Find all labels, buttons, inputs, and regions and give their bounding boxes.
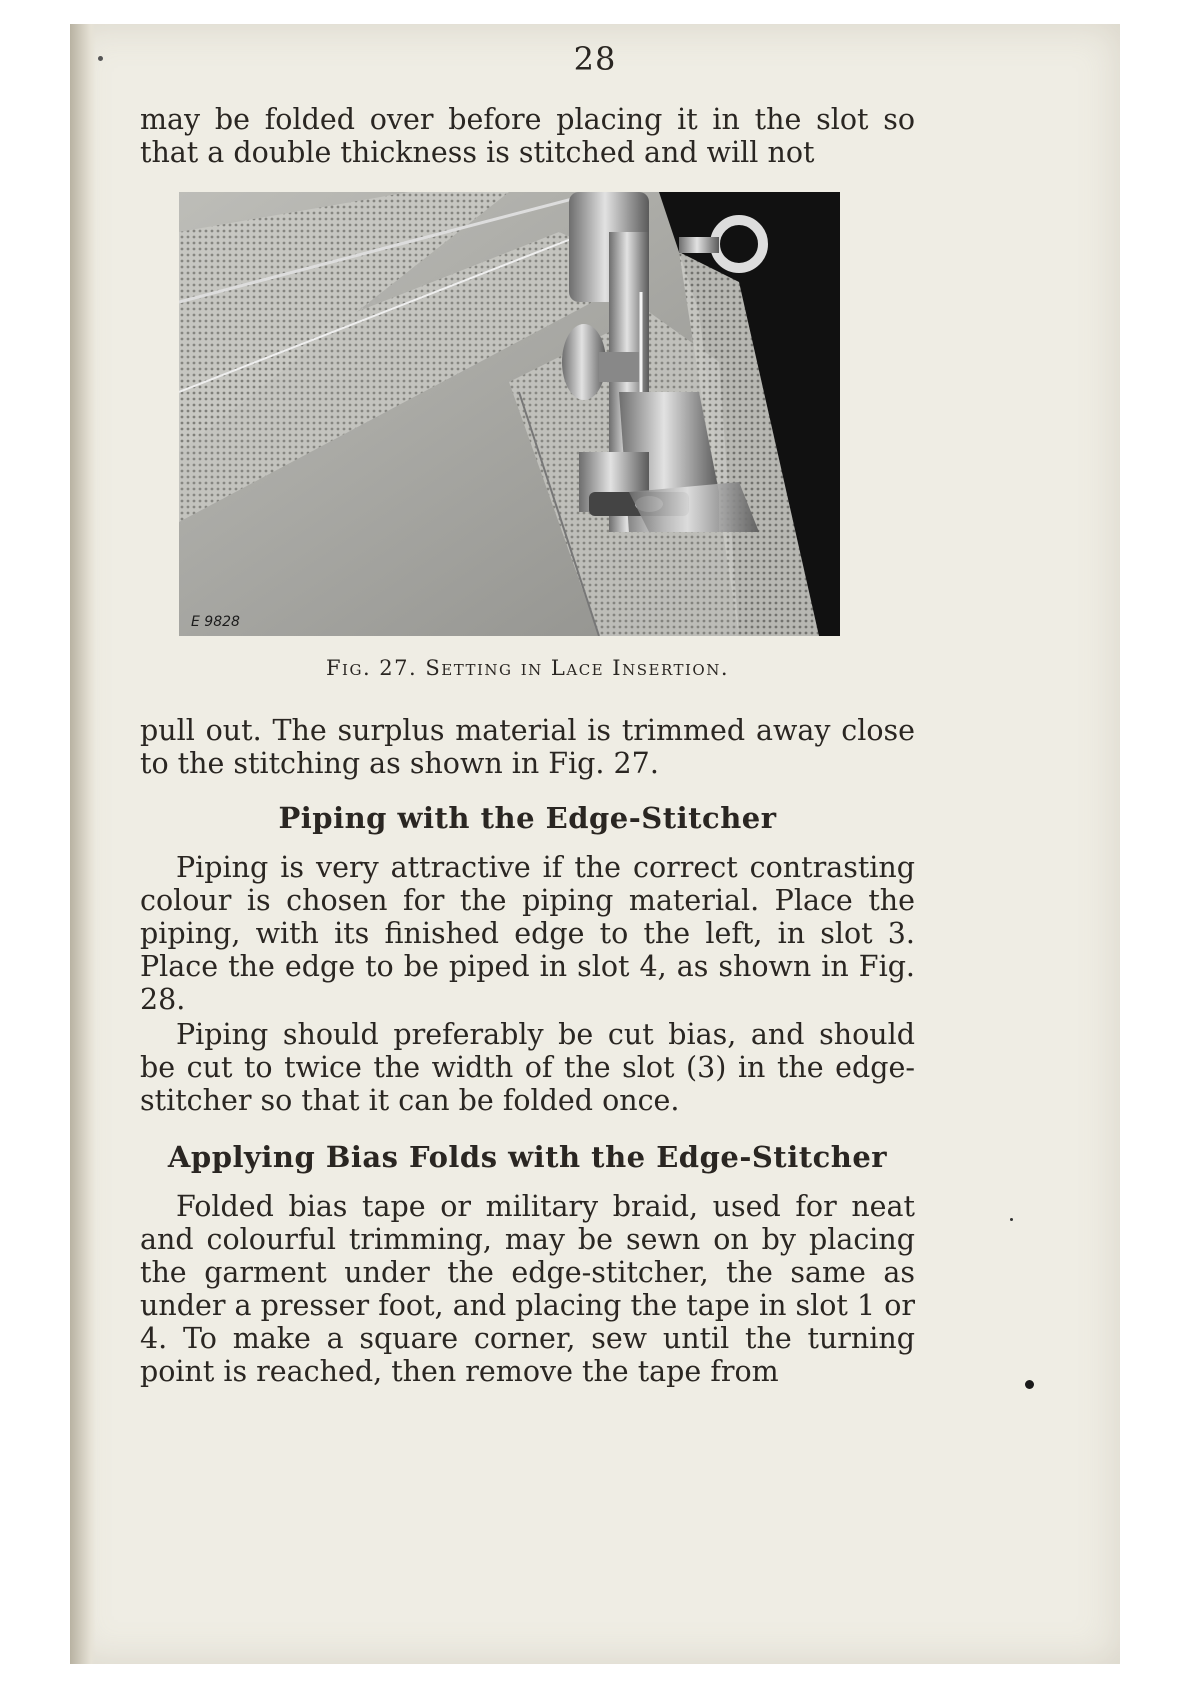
paragraph-text: pull out. The surplus material is trimmed away close to the stitching as shown in Fig. 27. — [140, 714, 915, 780]
paragraph-continuation — [140, 103, 915, 169]
paragraph-piping-1 — [140, 851, 915, 1016]
page-number: 28 — [573, 40, 617, 78]
paragraph-bias-folds — [140, 1190, 915, 1388]
figure-photo-lace-insertion — [179, 192, 840, 636]
figure-id-mark: E 9828 — [191, 614, 240, 630]
figure-caption: Fig. 27. Setting in Lace Insertion. — [325, 656, 730, 680]
section-heading-piping: Piping with the Edge-Stitcher — [278, 801, 777, 835]
paragraph-piping-2 — [140, 1018, 915, 1117]
speck-mark — [1010, 1218, 1013, 1221]
sewing-machine-photo — [179, 192, 840, 636]
paragraph-text: Piping should preferably be cut bias, and should be cut to twice the width of the slot (3) in the edge-stitcher so that it can be folded once. — [140, 1018, 915, 1117]
paragraph-continuation-2 — [140, 714, 915, 780]
speck-mark — [1025, 1380, 1034, 1389]
page-binding-edge — [70, 24, 96, 1664]
paragraph-text: Folded bias tape or military braid, used for neat and colourful trimming, may be sewn on by placing the garment under the edge-stitcher, the same as under a presser foot, and placing the tape in slot 1 or 4. To make a square corner, sew until the turning point is reached, then remove the tape from — [140, 1190, 915, 1388]
paragraph-text: may be folded over before placing it in the slot so that a double thickness is stitched and will not — [140, 103, 915, 169]
paragraph-text: Piping is very attractive if the correct contrasting colour is chosen for the piping material. Place the piping, with its finished edge to the left, in slot 3. Place the edge to be piped in slot 4, as shown in Fig. 28. — [140, 851, 915, 1016]
section-heading-bias-folds: Applying Bias Folds with the Edge-Stitcher — [167, 1140, 888, 1174]
